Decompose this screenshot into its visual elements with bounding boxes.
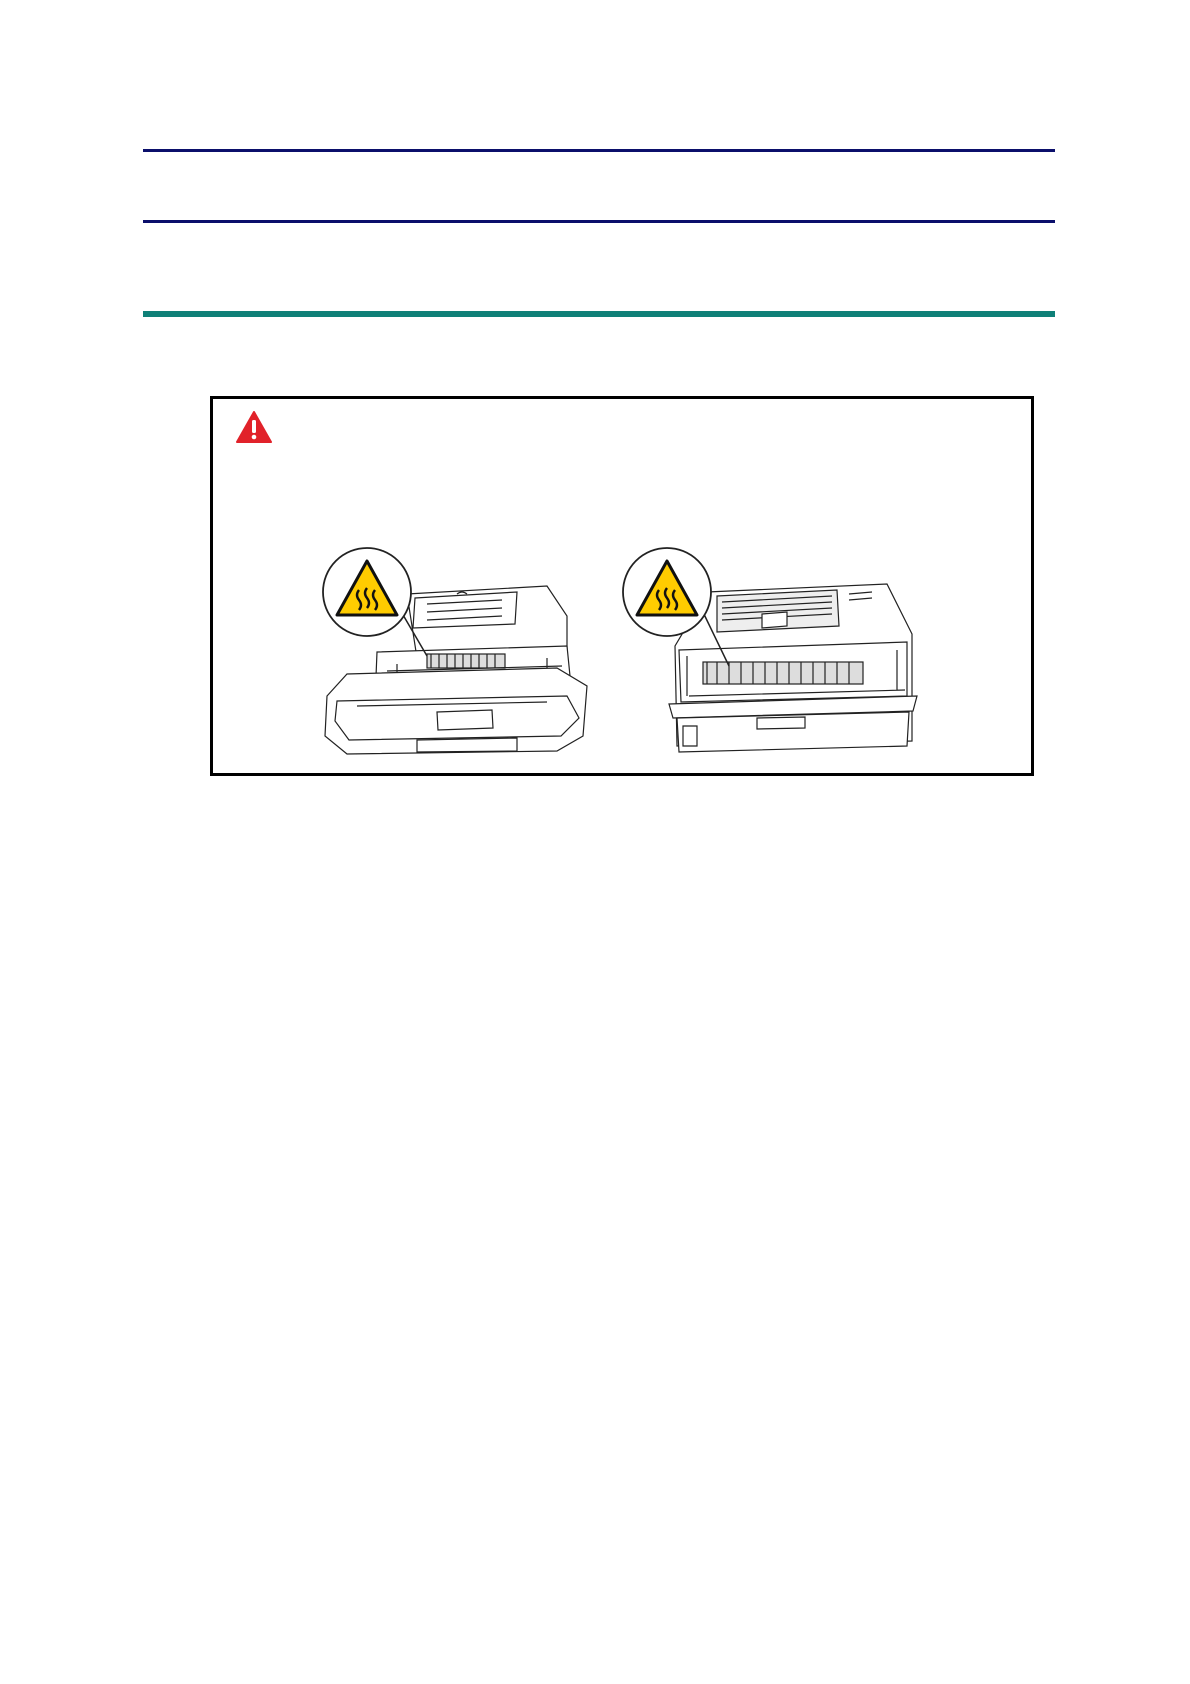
printer-front-open-illustration — [317, 546, 593, 759]
section-rule — [143, 311, 1055, 317]
printer-back-open-illustration — [617, 546, 933, 759]
header-rule-bottom — [143, 220, 1055, 223]
warning-box — [210, 396, 1034, 776]
header-rule-top — [143, 149, 1055, 152]
warning-triangle-icon — [235, 410, 273, 444]
